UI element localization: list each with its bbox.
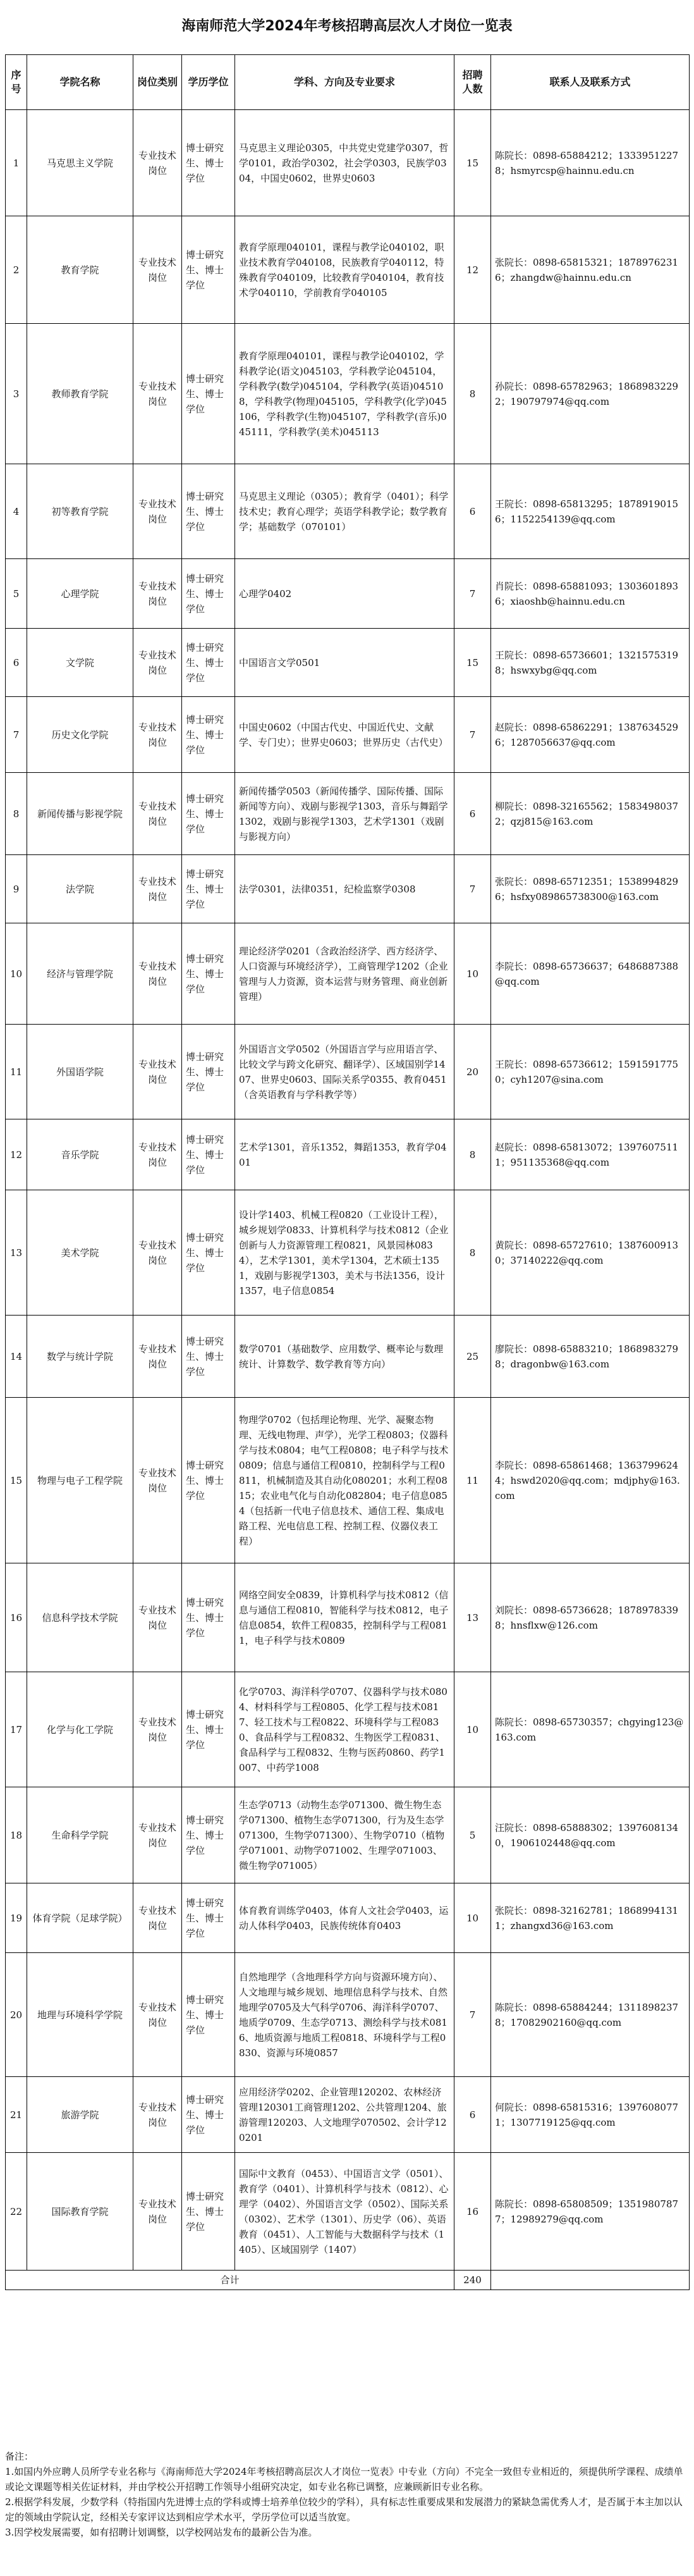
note-item: 1.如国内外应聘人员所学专业名称与《海南师范大学2024年考核招聘高层次人才岗位一览表》中专业（方向）不完全一致但专业相近的，须提供所学课程、成绩单或论文课题等相关佐证材料，并由学校公开招聘工作领导小组研究决定，如专业名称已调整，应兼顾新旧专业名称。 — [5, 2466, 683, 2493]
row-degree: 博士研究生、博士学位 — [182, 324, 235, 464]
row-no: 8 — [6, 773, 27, 855]
row-no: 3 — [6, 324, 27, 464]
row-degree: 博士研究生、博士学位 — [182, 464, 235, 559]
header-college: 学院名称 — [27, 55, 133, 110]
row-no: 13 — [6, 1190, 27, 1316]
row-spec: 艺术学1301，音乐1352，舞蹈1353，教育学0401 — [235, 1119, 454, 1190]
row-no: 15 — [6, 1398, 27, 1563]
row-degree: 博士研究生、博士学位 — [182, 629, 235, 697]
row-college: 美术学院 — [27, 1190, 133, 1316]
row-contact: 陈院长：0898-65730357；chgying123@163.com — [491, 1672, 690, 1787]
row-qty: 16 — [454, 2153, 491, 2271]
row-spec: 法学0301，法律0351，纪检监察学0308 — [235, 855, 454, 923]
row-spec: 教育学原理040101，课程与教学论040102，职业技术教育学040108，民族教育学040112，特殊教育学040109，比较教育学040104，教育技术学040110，学前教育学040105 — [235, 216, 454, 324]
row-contact: 何院长：0898-65815316；13976080771；1307719125@qq.com — [491, 2077, 690, 2153]
row-type: 专业技术岗位 — [133, 1787, 182, 1883]
row-college: 信息科学技术学院 — [27, 1563, 133, 1672]
row-spec: 网络空间安全0839，计算机科学与技术0812（信息与通信工程0810，智能科学与技术0812，电子信息0854，软件工程0835，控制科学与工程0811，电子科学与技术0809 — [235, 1563, 454, 1672]
row-qty: 8 — [454, 1119, 491, 1190]
row-spec: 物理学0702（包括理论物理、光学、凝聚态物理、无线电物理、声学），光学工程0803；仪器科学与技术0804；电气工程0808；电子科学与技术0809；信息与通信工程0810，控制科学与工程0811，机械制造及其自动化080201；水利工程0815；农业电气化与自动化082804；电子信息0854（包括新一代电子信息技术、通信工程、集成电路工程、光电信息工程、控制工程、仪器仪表工程） — [235, 1398, 454, 1563]
row-degree: 博士研究生、博士学位 — [182, 1025, 235, 1119]
row-degree: 博士研究生、博士学位 — [182, 1398, 235, 1563]
row-contact: 赵院长：0898-65862291；13876345296；1287056637@qq.com — [491, 697, 690, 773]
row-no: 14 — [6, 1316, 27, 1398]
row-no: 2 — [6, 216, 27, 324]
row-spec: 新闻传播学0503（新闻传播学、国际传播、国际新闻等方向）、戏剧与影视学1303，音乐与舞蹈学1302，戏剧与影视学1303，艺术学1301（戏剧与影视方向） — [235, 773, 454, 855]
row-college: 教育学院 — [27, 216, 133, 324]
row-college: 数学与统计学院 — [27, 1316, 133, 1398]
row-contact: 廖院长：0898-65883210；18689832798；dragonbw@163.com — [491, 1316, 690, 1398]
row-type: 专业技术岗位 — [133, 1563, 182, 1672]
row-degree: 博士研究生、博士学位 — [182, 923, 235, 1025]
row-qty: 10 — [454, 923, 491, 1025]
row-degree: 博士研究生、博士学位 — [182, 1883, 235, 1953]
row-college: 历史文化学院 — [27, 697, 133, 773]
row-contact: 汪院长：0898-65888302；13976081340，1906102448@qq.com — [491, 1787, 690, 1883]
row-contact: 肖院长：0898-65881093；13036018936；xiaoshb@hainnu.edu.cn — [491, 559, 690, 629]
row-degree: 博士研究生、博士学位 — [182, 1787, 235, 1883]
table-row — [6, 464, 690, 559]
row-qty: 10 — [454, 1883, 491, 1953]
row-no: 21 — [6, 2077, 27, 2153]
row-no: 7 — [6, 697, 27, 773]
row-degree: 博士研究生、博士学位 — [182, 1953, 235, 2077]
table-row — [6, 559, 690, 629]
row-contact: 陈院长：0898-65808509；13519807877；12989279@qq.com — [491, 2153, 690, 2271]
row-type: 专业技术岗位 — [133, 923, 182, 1025]
row-qty: 20 — [454, 1025, 491, 1119]
row-college: 物理与电子工程学院 — [27, 1398, 133, 1563]
row-qty: 25 — [454, 1316, 491, 1398]
row-type: 专业技术岗位 — [133, 1883, 182, 1953]
row-no: 9 — [6, 855, 27, 923]
total-value: 240 — [454, 2271, 491, 2290]
row-degree: 博士研究生、博士学位 — [182, 2077, 235, 2153]
row-spec: 外国语言文学0502（外国语言学与应用语言学、比较文学与跨文化研究、翻译学）、区域国别学1407、世界史0603、国际关系学0355、教育0451（含英语教育与学科教学等） — [235, 1025, 454, 1119]
row-type: 专业技术岗位 — [133, 110, 182, 216]
row-contact: 李院长：0898-65736637；6486887388@qq.com — [491, 923, 690, 1025]
total-contact-empty — [491, 2271, 690, 2290]
row-qty: 7 — [454, 855, 491, 923]
row-contact: 刘院长：0898-65736628；18789783398；hnsflxw@126.com — [491, 1563, 690, 1672]
row-qty: 10 — [454, 1672, 491, 1787]
row-contact: 张院长：0898-32162781；18689941311；zhangxd36@163.com — [491, 1883, 690, 1953]
row-no: 5 — [6, 559, 27, 629]
table-row — [6, 1316, 690, 1398]
row-degree: 博士研究生、博士学位 — [182, 1316, 235, 1398]
row-no: 10 — [6, 923, 27, 1025]
row-type: 专业技术岗位 — [133, 2153, 182, 2271]
row-contact: 王院长：0898-65736601；13215753198；hswxybg@qq.com — [491, 629, 690, 697]
row-contact: 李院长：0898-65861468；13637996244；hswd2020@qq.com；mdjphy@163.com — [491, 1398, 690, 1563]
table-row — [6, 2077, 690, 2153]
table-row — [6, 1190, 690, 1316]
row-type: 专业技术岗位 — [133, 2077, 182, 2153]
table-row — [6, 1563, 690, 1672]
table-row — [6, 773, 690, 855]
total-label: 合计 — [6, 2271, 454, 2290]
row-college: 初等教育学院 — [27, 464, 133, 559]
row-type: 专业技术岗位 — [133, 1672, 182, 1787]
notes-section — [5, 2449, 689, 2540]
row-college: 法学院 — [27, 855, 133, 923]
row-spec: 马克思主义理论0305，中共党史党建学0307，哲学0101，政治学0302，社会学0303，民族学0304，中国史0602，世界史0603 — [235, 110, 454, 216]
notes-heading: 备注： — [5, 2451, 34, 2462]
row-spec: 心理学0402 — [235, 559, 454, 629]
header-no: 序号 — [6, 55, 27, 110]
row-college: 文学院 — [27, 629, 133, 697]
row-type: 专业技术岗位 — [133, 216, 182, 324]
row-qty: 6 — [454, 773, 491, 855]
row-qty: 12 — [454, 216, 491, 324]
table-header-row — [6, 55, 690, 110]
row-contact: 张院长：0898-65712351；15389948296；hsfxy089865738300@163.com — [491, 855, 690, 923]
row-type: 专业技术岗位 — [133, 324, 182, 464]
row-degree: 博士研究生、博士学位 — [182, 2153, 235, 2271]
row-contact: 陈院长：0898-65884212；13339512278；hsmyrcsp@hainnu.edu.cn — [491, 110, 690, 216]
row-degree: 博士研究生、博士学位 — [182, 559, 235, 629]
row-no: 17 — [6, 1672, 27, 1787]
table-row — [6, 855, 690, 923]
row-no: 4 — [6, 464, 27, 559]
row-contact: 王院长：0898-65813295；18789190156；1152254139@qq.com — [491, 464, 690, 559]
row-spec: 化学0703、海洋科学0707、仪器科学与技术0804、材料科学与工程0805、化学工程与技术0817、轻工技术与工程0822、环境科学与工程0830、食品科学与工程0832、生物医学工程0831、食品科学与工程0832、生物与医药0860、药学1007、中药学1008 — [235, 1672, 454, 1787]
row-no: 16 — [6, 1563, 27, 1672]
row-qty: 8 — [454, 324, 491, 464]
row-degree: 博士研究生、博士学位 — [182, 1119, 235, 1190]
row-contact: 陈院长：0898-65884244；13118982378；17082902160@qq.com — [491, 1953, 690, 2077]
row-type: 专业技术岗位 — [133, 1025, 182, 1119]
row-qty: 7 — [454, 1953, 491, 2077]
row-degree: 博士研究生、博士学位 — [182, 697, 235, 773]
row-spec: 应用经济学0202、企业管理120202、农林经济管理120301工商管理1202、公共管理1204、旅游管理120203、人文地理学070502、会计学120201 — [235, 2077, 454, 2153]
table-row — [6, 110, 690, 216]
row-college: 化学与化工学院 — [27, 1672, 133, 1787]
header-qty: 招聘人数 — [454, 55, 491, 110]
row-no: 19 — [6, 1883, 27, 1953]
note-item: 3.因学校发展需要，如有招聘计划调整，以学校网站发布的最新公告为准。 — [5, 2527, 318, 2538]
row-contact: 黄院长：0898-65727610；13876009130；37140222@qq.com — [491, 1190, 690, 1316]
row-contact: 孙院长：0898-65782963；18689832292；190797974@qq.com — [491, 324, 690, 464]
row-type: 专业技术岗位 — [133, 1190, 182, 1316]
row-type: 专业技术岗位 — [133, 464, 182, 559]
row-qty: 6 — [454, 464, 491, 559]
row-spec: 教育学原理040101，课程与教学论040102，学科教学论(语文)045103，学科教学论045104，学科教学(数学)045104，学科教学(英语)045108，学科教学(物理)045105，学科教学(化学)045106，学科教学(生物)045107，学科教学(音乐)045111，学科教学(美术)045113 — [235, 324, 454, 464]
header-spec: 学科、方向及专业要求 — [235, 55, 454, 110]
row-college: 外国语学院 — [27, 1025, 133, 1119]
table-row — [6, 2153, 690, 2271]
row-no: 6 — [6, 629, 27, 697]
row-contact: 王院长：0898-65736612；15915917750；cyh1207@sina.com — [491, 1025, 690, 1119]
row-type: 专业技术岗位 — [133, 1119, 182, 1190]
row-college: 旅游学院 — [27, 2077, 133, 2153]
row-contact: 柳院长：0898-32165562；15834980372；qzj815@163.com — [491, 773, 690, 855]
row-college: 新闻传播与影视学院 — [27, 773, 133, 855]
table-row — [6, 324, 690, 464]
row-degree: 博士研究生、博士学位 — [182, 110, 235, 216]
row-type: 专业技术岗位 — [133, 1953, 182, 2077]
table-row — [6, 1398, 690, 1563]
row-no: 1 — [6, 110, 27, 216]
row-type: 专业技术岗位 — [133, 629, 182, 697]
row-spec: 理论经济学0201（含政治经济学、西方经济学、人口资源与环境经济学），工商管理学1202（企业管理与人力资源，资本运营与财务管理、商业创新管理） — [235, 923, 454, 1025]
recruitment-table — [5, 54, 690, 2290]
row-college: 国际教育学院 — [27, 2153, 133, 2271]
row-spec: 中国史0602（中国古代史、中国近代史、文献学、专门史）；世界史0603；世界历史（古代史） — [235, 697, 454, 773]
table-row — [6, 1025, 690, 1119]
row-no: 22 — [6, 2153, 27, 2271]
row-qty: 15 — [454, 629, 491, 697]
row-no: 18 — [6, 1787, 27, 1883]
row-qty: 13 — [454, 1563, 491, 1672]
row-qty: 6 — [454, 2077, 491, 2153]
row-degree: 博士研究生、博士学位 — [182, 1563, 235, 1672]
row-college: 地理与环境科学学院 — [27, 1953, 133, 2077]
row-college: 音乐学院 — [27, 1119, 133, 1190]
row-qty: 8 — [454, 1190, 491, 1316]
row-college: 教师教育学院 — [27, 324, 133, 464]
row-type: 专业技术岗位 — [133, 1398, 182, 1563]
page-title: 海南师范大学2024年考核招聘高层次人才岗位一览表 — [181, 18, 513, 34]
row-qty: 11 — [454, 1398, 491, 1563]
row-qty: 5 — [454, 1787, 491, 1883]
table-row — [6, 629, 690, 697]
note-item: 2.根据学科发展，少数学科（特指国内先进博士点的学科或博士培养单位较少的学科），具有标志性重要成果和发展潜力的紧缺急需优秀人才，是否属于本主加以认定的领域由学院认定，经相关专家评议达到相应学术水平，学历学位可以适当放宽。 — [5, 2496, 683, 2523]
row-college: 马克思主义学院 — [27, 110, 133, 216]
table-row — [6, 1953, 690, 2077]
row-type: 专业技术岗位 — [133, 773, 182, 855]
table-row — [6, 923, 690, 1025]
row-type: 专业技术岗位 — [133, 855, 182, 923]
row-type: 专业技术岗位 — [133, 559, 182, 629]
row-no: 11 — [6, 1025, 27, 1119]
table-row — [6, 1787, 690, 1883]
row-college: 体育学院（足球学院） — [27, 1883, 133, 1953]
row-qty: 7 — [454, 559, 491, 629]
row-degree: 博士研究生、博士学位 — [182, 1190, 235, 1316]
row-contact: 张院长：0898-65815321；18789762316；zhangdw@hainnu.edu.cn — [491, 216, 690, 324]
total-row — [6, 2271, 690, 2290]
row-college: 生命科学学院 — [27, 1787, 133, 1883]
row-contact: 赵院长：0898-65813072；13976075111；951135368@qq.com — [491, 1119, 690, 1190]
row-type: 专业技术岗位 — [133, 1316, 182, 1398]
table-row — [6, 697, 690, 773]
row-spec: 马克思主义理论（0305）；教育学（0401）；科学技术史；教育心理学；英语学科教学论；数学教育学；基础数学（070101） — [235, 464, 454, 559]
row-college: 经济与管理学院 — [27, 923, 133, 1025]
row-spec: 体育教育训练学0403，体育人文社会学0403，运动人体科学0403，民族传统体育0403 — [235, 1883, 454, 1953]
row-degree: 博士研究生、博士学位 — [182, 216, 235, 324]
row-spec: 国际中文教育（0453）、中国语言文学（0501）、教育学（0401）、计算机科学与技术（0812）、心理学（0402）、外国语言文学（0502）、国际关系（0302）、艺术学（1301）、历史学（06）、英语教育（0451）、人工智能与大数据科学与技术（1405）、区域国别学（1407） — [235, 2153, 454, 2271]
row-qty: 7 — [454, 697, 491, 773]
row-qty: 15 — [454, 110, 491, 216]
row-spec: 中国语言文学0501 — [235, 629, 454, 697]
row-no: 20 — [6, 1953, 27, 2077]
row-degree: 博士研究生、博士学位 — [182, 773, 235, 855]
row-spec: 自然地理学（含地理科学方向与资源环境方向）、人文地理与城乡规划、地理信息科学与技术、自然地理学0705及大气科学0706、海洋科学0707、地质学0709、生态学0713、测绘科学与技术0816、地质资源与地质工程0818、环境科学与工程0830、资源与环境0857 — [235, 1953, 454, 2077]
row-spec: 数学0701（基础数学、应用数学、概率论与数理统计、计算数学、数学教育等方向） — [235, 1316, 454, 1398]
table-row — [6, 1883, 690, 1953]
row-college: 心理学院 — [27, 559, 133, 629]
row-spec: 生态学0713（动物生态学071300、微生物生态学071300、植物生态学071300，行为及生态学071300，生物学071300）、生物学0710（植物学071001、动物学071002、生理学071003、微生物学071005） — [235, 1787, 454, 1883]
header-type: 岗位类别 — [133, 55, 182, 110]
row-degree: 博士研究生、博士学位 — [182, 1672, 235, 1787]
row-type: 专业技术岗位 — [133, 697, 182, 773]
table-row — [6, 1119, 690, 1190]
row-degree: 博士研究生、博士学位 — [182, 855, 235, 923]
header-degree: 学历学位 — [182, 55, 235, 110]
header-contact: 联系人及联系方式 — [491, 55, 690, 110]
table-row — [6, 1672, 690, 1787]
row-no: 12 — [6, 1119, 27, 1190]
table-row — [6, 216, 690, 324]
row-spec: 设计学1403、机械工程0820（工业设计工程），城乡规划学0833、计算机科学与技术0812（企业创新与人力资源管理工程0821，风景园林0834），艺术学1301，美术学1304，艺术硕士1351，戏剧与影视学1303，美术与书法1356，设计1357，电子信息0854 — [235, 1190, 454, 1316]
